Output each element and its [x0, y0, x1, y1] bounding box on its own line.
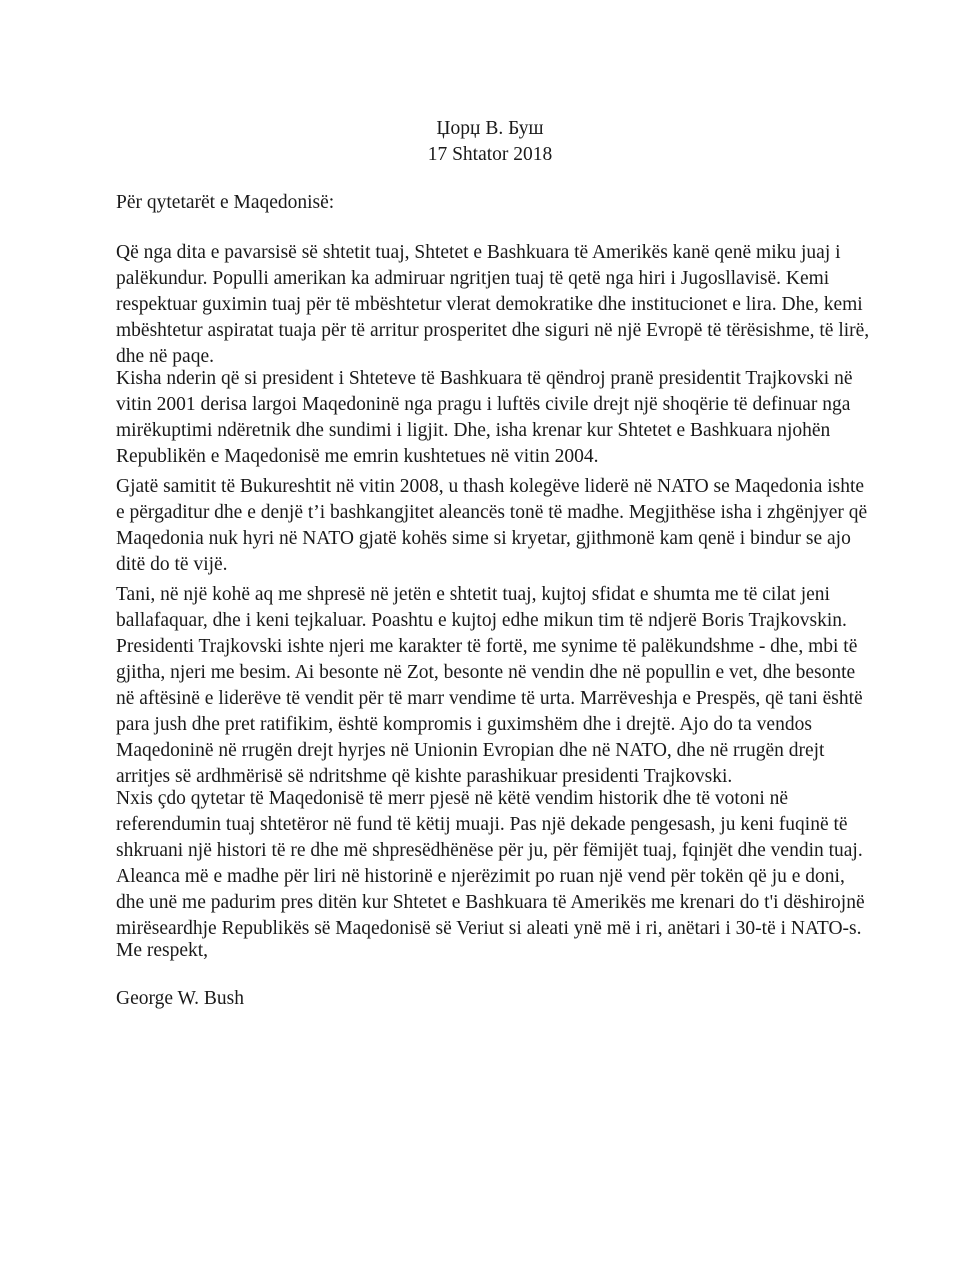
paragraph-line: dhe në paqe. — [116, 346, 214, 367]
paragraph-4 — [116, 582, 876, 790]
paragraph-2 — [116, 366, 876, 470]
paragraph-line: Maqedoninë në rrugën drejt hyrjes në Unionin Evropian dhe në NATO, dhe në rrugën drejt — [116, 740, 825, 761]
paragraph-line: ballafaquar, dhe i keni tejkaluar. Poashtu e kujtoj edhe mikun tim të ndjerë Boris Trajkovskin. — [116, 610, 847, 631]
paragraph-line: ditë do të vijë. — [116, 554, 228, 575]
paragraph-line: mirëseardhje Republikës së Maqedonisë së Veriut si aleati ynë më i ri, anëtari i 30-të i NATO-s. — [116, 918, 862, 939]
letter-date: 17 Shtator 2018 — [427, 144, 553, 165]
paragraph-line: në aftësinë e liderëve të vendit për të marr vendime të urta. Marrëveshja e Prespës, që tani është — [116, 688, 863, 709]
paragraph-line: Gjatë samitit të Bukureshtit në vitin 2008, u thash kolegëve liderë në NATO se Maqedonia ishte — [116, 476, 865, 497]
paragraph-line: para jush dhe pret ratifikim, është kompromis i guximshëm dhe i drejtë. Ajo do ta vendos — [116, 714, 812, 735]
paragraph-line: gjitha, njeri me besim. Ai besonte në Zot, besonte në vendin dhe në popullin e vet, dhe besonte — [116, 662, 856, 683]
paragraph-line: palëkundur. Populli amerikan ka admiruar ngritjen tuaj të qetë nga hiri i Jugosllavisë. Kemi — [116, 268, 830, 289]
paragraph-line: Maqedonia nuk hyri në NATO gjatë kohës sime si kryetar, gjithmonë kam qenë i bindur se ajo — [116, 528, 851, 549]
paragraph-line: Aleanca më e madhe për liri në historinë e njerëzimit po ruan një vend për tokën që ju e doni, — [116, 866, 845, 887]
paragraph-line: Republikën e Maqedonisë me emrin kushtetues në vitin 2004. — [116, 446, 599, 467]
paragraph-line: shkruani një histori të re dhe më shpresëdhënëse për ju, për fëmijët tuaj, fqinjët dhe vendin tuaj. — [116, 840, 863, 861]
paragraph-line: dhe unë me padurim pres ditën kur Shtetet e Bashkuara të Amerikës me krenari do t'i dëshirojnë — [116, 892, 865, 913]
paragraph-3 — [116, 474, 876, 578]
salutation: Për qytetarët e Maqedonisë: — [116, 192, 335, 213]
paragraph-line: vitin 2001 derisa largoi Maqedoninë nga pragu i luftës civile drejt një shoqërie të definuar nga — [116, 394, 851, 415]
paragraph-line: mirëkuptimi ndëretnik dhe sundimi i ligjit. Dhe, isha krenar kur Shtetet e Bashkuara njohën — [116, 420, 831, 441]
signature: George W. Bush — [116, 988, 245, 1009]
paragraph-line: arritjes së ardhmërisë së ndritshme që kishte parashikuar presidenti Trajkovski. — [116, 766, 733, 787]
paragraph-1 — [116, 240, 876, 370]
paragraph-line: mbështetur aspiratat tuaja për të arritur prosperitet dhe siguri në një Evropë të tërësishme, të lirë, — [116, 320, 870, 341]
paragraph-line: respektuar guximin tuaj për të mbështetur vlerat demokratike dhe institucionet e lira. Dhe, kemi — [116, 294, 863, 315]
paragraph-line: e përgaditur dhe e denjë t’i bashkangjitet aleancës tonë të madhe. Megjithëse isha i zhgënjyer që — [116, 502, 868, 523]
paragraph-line: Kisha nderin që si president i Shteteve të Bashkuara të qëndroj pranë presidentit Trajkovski në — [116, 368, 853, 389]
paragraph-5 — [116, 786, 876, 942]
paragraph-line: Nxis çdo qytetar të Maqedonisë të merr pjesë në këtë vendim historik dhe të votoni në — [116, 788, 789, 809]
paragraph-line: Që nga dita e pavarsisë së shtetit tuaj, Shtetet e Bashkuara të Amerikës kanë qenë miku juaj i — [116, 242, 841, 263]
author-name-cyrillic: Џорџ В. Буш — [436, 118, 544, 139]
closing: Me respekt, — [116, 940, 209, 961]
paragraph-line: Tani, në një kohë aq me shpresë në jetën e shtetit tuaj, kujtoj sfidat e shumta me të cilat jeni — [116, 584, 830, 605]
paragraph-line: Presidenti Trajkovski ishte njeri me karakter të fortë, me synime të palëkundshme - dhe, mbi të — [116, 636, 858, 657]
letter-header — [0, 116, 980, 168]
paragraph-line: referendumin tuaj shtetëror në fund të këtij muaji. Pas një dekade pengesash, ju keni fuqinë të — [116, 814, 848, 835]
